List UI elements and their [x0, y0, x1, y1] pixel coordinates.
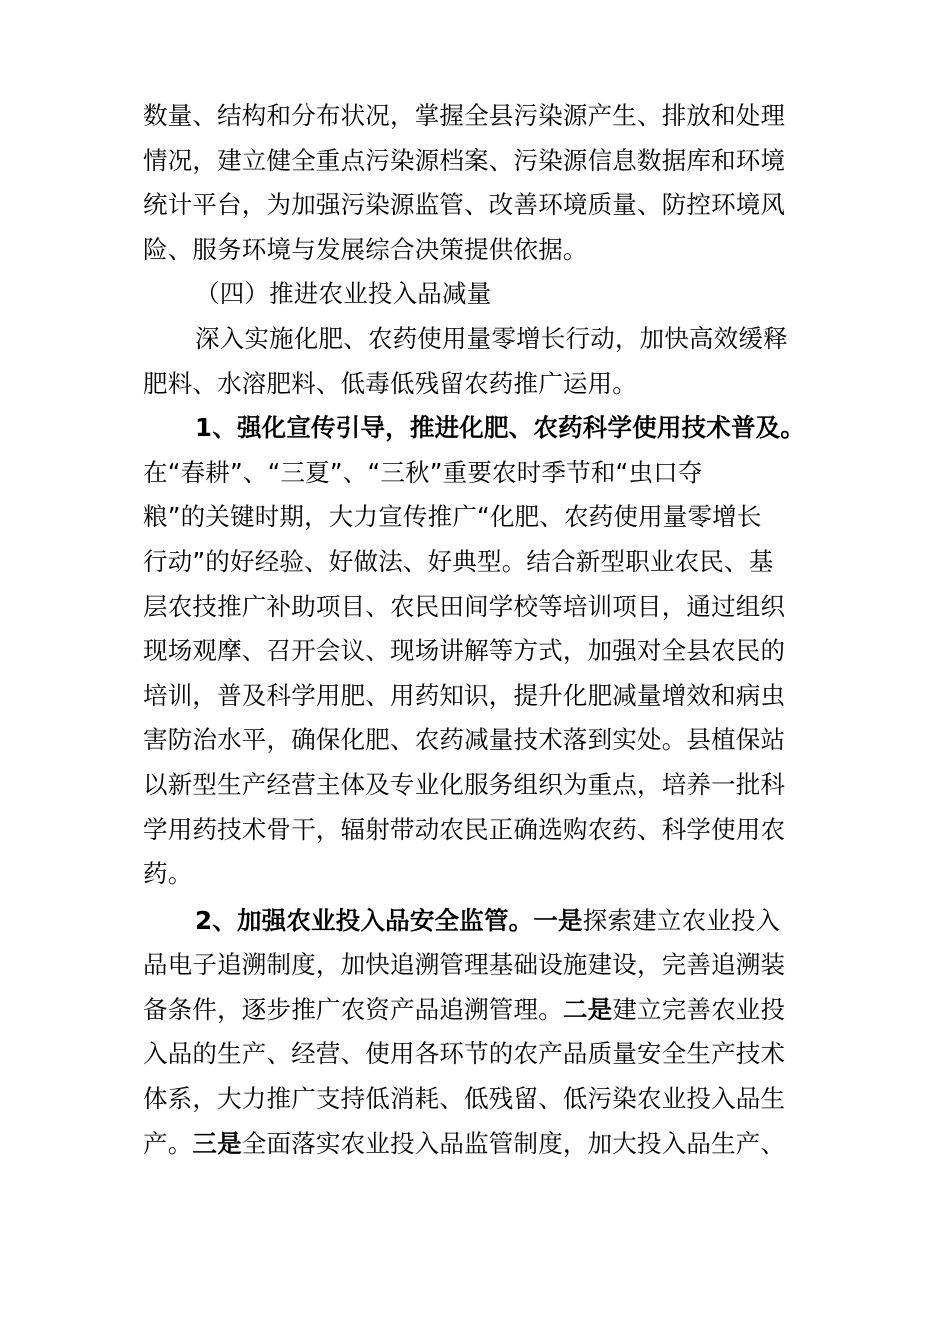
text-run: 建立完善农业投	[612, 994, 786, 1024]
text-line: 现场观摩、召开会议、现场讲解等方式，加强对全县农民的	[143, 636, 786, 666]
text-line: 层农技推广补助项目、农民田间学校等培训项目，通过组织	[143, 591, 786, 621]
text-line: 数量、结构和分布状况，掌握全县污染源产生、排放和处理	[143, 101, 786, 130]
text-line: 品电子追溯制度，加快追溯管理基础设施建设，完善追溯装	[143, 950, 786, 980]
text-line: 情况，建立健全重点污染源档案、污染源信息数据库和环境	[143, 145, 786, 175]
bold-lead: 三是	[192, 1128, 242, 1158]
text-line: 险、服务环境与发展综合决策提供依据。	[143, 234, 588, 264]
bold-lead: 一是	[533, 905, 583, 935]
subsection-heading	[143, 406, 813, 451]
text-line: 学用药技术骨干，辐射带动农民正确选购农药、科学使用农	[143, 814, 786, 844]
document-body	[143, 94, 813, 1166]
text-run: 产。	[143, 1128, 193, 1158]
text-line	[143, 988, 813, 1033]
text-run: 全面落实农业投入品监管制度，加大投入品生产、	[241, 1128, 786, 1158]
text-run: 备条件，逐步推广农资产品追溯管理。	[143, 994, 563, 1024]
section-heading: （四）推进农业投入品减量	[195, 279, 492, 309]
text-line: 体系，大力推广支持低消耗、低残留、低污染农业投入品生	[143, 1084, 786, 1114]
text-line: 害防治水平，确保化肥、农药减量技术落到实处。县植保站	[143, 725, 786, 755]
text-line: 统计平台，为加强污染源监管、改善环境质量、防控环境风	[143, 190, 786, 220]
text-line	[143, 1122, 813, 1167]
bold-heading: 2、加强农业投入品安全监管。	[195, 905, 534, 935]
bold-lead: 二是	[562, 994, 613, 1024]
text-line: 以新型生产经营主体及专业化服务组织为重点，培养一批科	[143, 769, 786, 799]
text-run: 探索建立农业投入	[582, 905, 781, 935]
text-line: 行动”的好经验、好做法、好典型。结合新型职业农民、基	[143, 546, 774, 576]
text-line: 肥料、水溶肥料、低毒低残留农药推广运用。	[143, 368, 637, 398]
text-line: 药。	[143, 859, 193, 889]
bold-heading: 1、强化宣传引导，推进化肥、农药科学使用技术普及。	[195, 413, 806, 443]
text-line: 培训，普及科学用肥、用药知识，提升化肥减量增效和病虫	[143, 680, 786, 710]
text-line: 在“春耕”、“三夏”、“三秋”重要农时季节和“虫口夺	[143, 457, 703, 487]
text-line	[143, 899, 813, 944]
text-line: 深入实施化肥、农药使用量零增长行动，加快高效缓释	[195, 323, 788, 353]
text-line: 粮”的关键时期，大力宣传推广“化肥、农药使用量零增长	[143, 502, 762, 532]
text-line: 入品的生产、经营、使用各环节的农产品质量安全生产技术	[143, 1039, 786, 1069]
